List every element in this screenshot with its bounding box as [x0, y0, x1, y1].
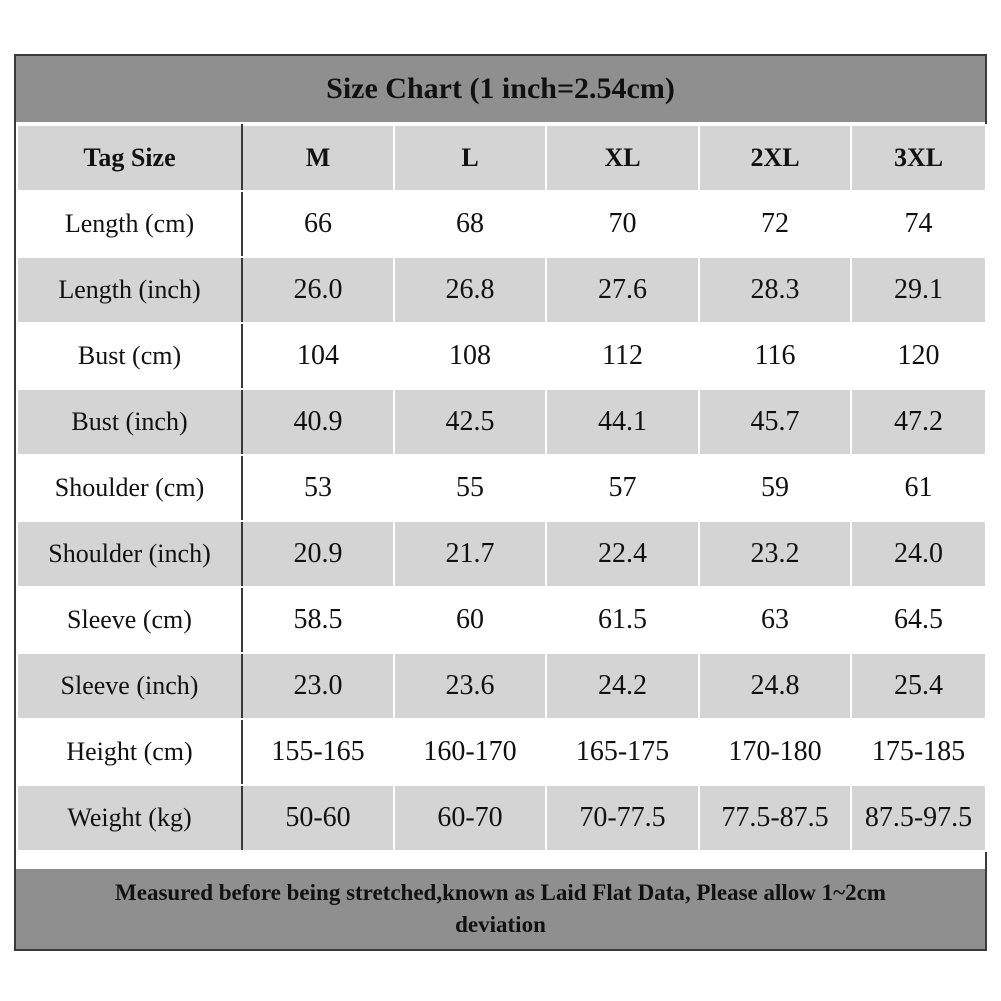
table-cell: 22.4 — [546, 521, 699, 587]
table-cell: 165-175 — [546, 719, 699, 785]
table-cell: 60-70 — [394, 785, 546, 851]
table-cell: 108 — [394, 323, 546, 389]
table-row — [17, 455, 986, 521]
table-cell: 70-77.5 — [546, 785, 699, 851]
table-row — [17, 257, 986, 323]
row-label: Weight (kg) — [17, 785, 242, 851]
header-label: Tag Size — [17, 125, 242, 191]
header-row — [17, 125, 986, 191]
table-cell: 70 — [546, 191, 699, 257]
size-header: L — [394, 125, 546, 191]
table-cell: 61 — [851, 455, 986, 521]
table-row — [17, 653, 986, 719]
table-cell: 25.4 — [851, 653, 986, 719]
table-cell: 160-170 — [394, 719, 546, 785]
table-cell: 55 — [394, 455, 546, 521]
table-cell: 170-180 — [699, 719, 851, 785]
chart-title: Size Chart (1 inch=2.54cm) — [16, 56, 985, 124]
table-cell: 53 — [242, 455, 394, 521]
table-cell: 44.1 — [546, 389, 699, 455]
table-cell: 59 — [699, 455, 851, 521]
table-cell: 50-60 — [242, 785, 394, 851]
table-cell: 24.0 — [851, 521, 986, 587]
table-cell: 23.2 — [699, 521, 851, 587]
table-cell: 87.5-97.5 — [851, 785, 986, 851]
table-cell: 58.5 — [242, 587, 394, 653]
table-cell: 24.2 — [546, 653, 699, 719]
table-row — [17, 191, 986, 257]
table-cell: 28.3 — [699, 257, 851, 323]
table-cell: 72 — [699, 191, 851, 257]
table-row — [17, 587, 986, 653]
table-cell: 155-165 — [242, 719, 394, 785]
table-cell: 23.0 — [242, 653, 394, 719]
table-cell: 61.5 — [546, 587, 699, 653]
table-cell: 60 — [394, 587, 546, 653]
table-cell: 64.5 — [851, 587, 986, 653]
size-header: XL — [546, 125, 699, 191]
row-label: Length (inch) — [17, 257, 242, 323]
size-header: 2XL — [699, 125, 851, 191]
table-cell: 27.6 — [546, 257, 699, 323]
table-cell: 21.7 — [394, 521, 546, 587]
table-row — [17, 785, 986, 851]
table-cell: 66 — [242, 191, 394, 257]
table-cell: 63 — [699, 587, 851, 653]
table-cell: 77.5-87.5 — [699, 785, 851, 851]
table-cell: 57 — [546, 455, 699, 521]
table-cell: 26.8 — [394, 257, 546, 323]
table-cell: 26.0 — [242, 257, 394, 323]
row-label: Shoulder (inch) — [17, 521, 242, 587]
table-cell: 24.8 — [699, 653, 851, 719]
footer-note: Measured before being stretched,known as Laid Flat Data, Please allow 1~2cm deviation — [16, 869, 985, 949]
row-label: Sleeve (inch) — [17, 653, 242, 719]
table-row — [17, 323, 986, 389]
table-cell: 68 — [394, 191, 546, 257]
row-label: Height (cm) — [17, 719, 242, 785]
table-cell: 23.6 — [394, 653, 546, 719]
size-header: 3XL — [851, 125, 986, 191]
size-header: M — [242, 125, 394, 191]
table-cell: 175-185 — [851, 719, 986, 785]
table-row — [17, 719, 986, 785]
table-cell: 104 — [242, 323, 394, 389]
table-cell: 116 — [699, 323, 851, 389]
row-label: Bust (inch) — [17, 389, 242, 455]
row-label: Shoulder (cm) — [17, 455, 242, 521]
table-cell: 74 — [851, 191, 986, 257]
table-cell: 29.1 — [851, 257, 986, 323]
size-chart — [14, 54, 987, 951]
table-cell: 47.2 — [851, 389, 986, 455]
row-label: Length (cm) — [17, 191, 242, 257]
row-label: Sleeve (cm) — [17, 587, 242, 653]
table-cell: 20.9 — [242, 521, 394, 587]
table-cell: 45.7 — [699, 389, 851, 455]
size-table — [16, 124, 987, 852]
table-cell: 120 — [851, 323, 986, 389]
table-cell: 42.5 — [394, 389, 546, 455]
table-row — [17, 521, 986, 587]
row-label: Bust (cm) — [17, 323, 242, 389]
table-row — [17, 389, 986, 455]
table-cell: 112 — [546, 323, 699, 389]
table-cell: 40.9 — [242, 389, 394, 455]
